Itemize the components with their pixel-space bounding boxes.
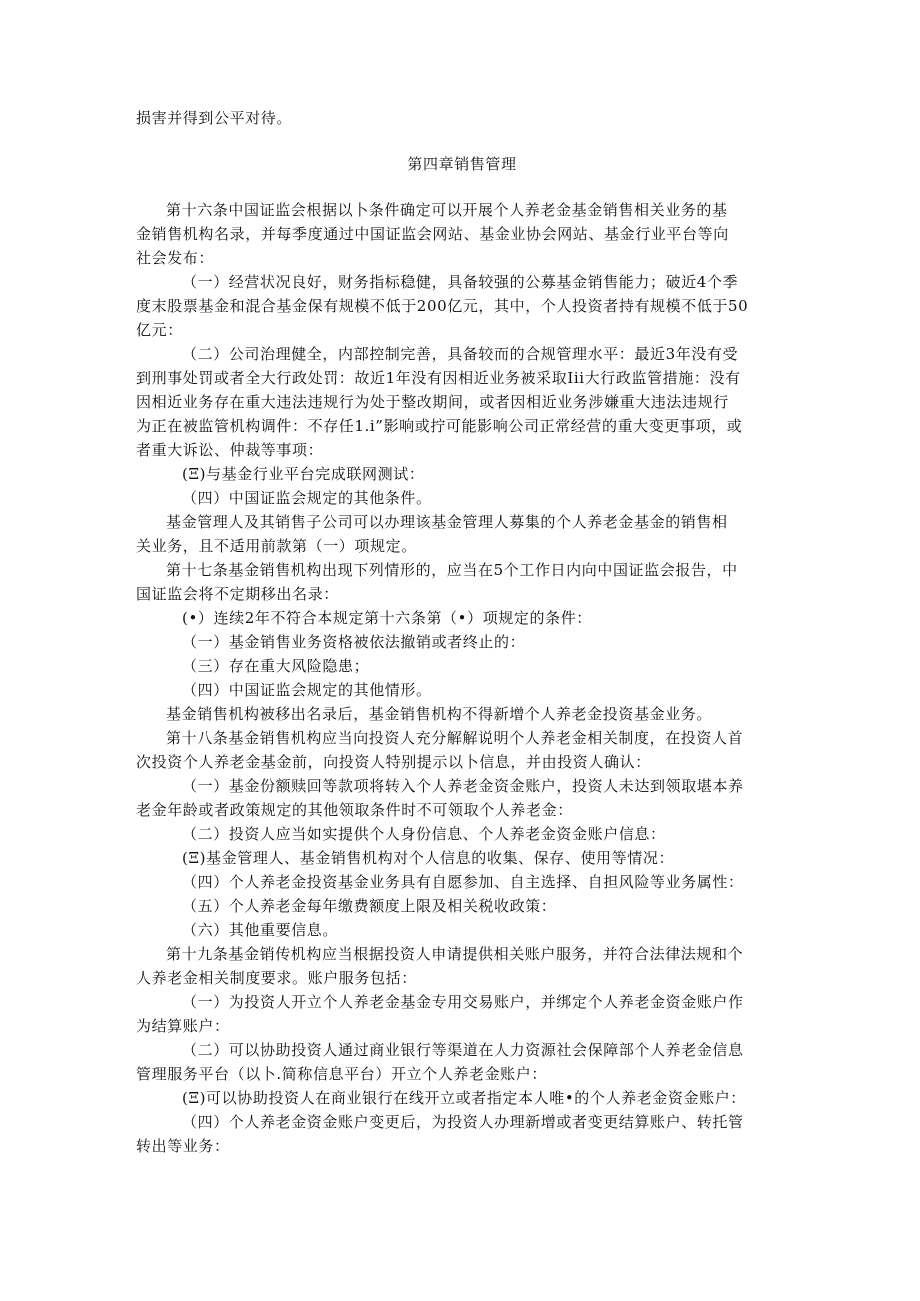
text-line: 损害并得到公平对待。 <box>136 109 293 127</box>
text-line: (Ξ)与基金行业平台完成联网测试： <box>182 465 425 483</box>
text-line: 老金年龄或者政策规定的其他领取条件时不可领取个人养老金： <box>136 801 573 819</box>
text-line: （二）投资人应当如实提供个人身份信息、个人养老金资金账户信息： <box>182 825 666 843</box>
text-line: 为结算账户： <box>136 1017 230 1035</box>
text-line: （二）可以协助投资人通过商业银行等渠道在人力资源社会保障部个人养老金信息 <box>182 1041 744 1059</box>
text-line: 管理服务平台（以卜.简称信息平台）开立个人养老金账户： <box>136 1065 547 1083</box>
text-line: 基金销售机构被移出名录后，基金销售机构不得新增个人养老金投资基金业务。 <box>166 705 713 723</box>
text-line: (Ξ)基金管理人、基金销售机构对个人信息的收集、保存、使用等情况： <box>182 849 675 867</box>
document-page <box>136 106 792 1158</box>
text-line: 人养老金相关制度要求。账户服务包括： <box>136 969 417 987</box>
text-line: （六）其他重要信息。 <box>182 921 339 939</box>
text-line: （四）个人养老金资金账户变更后，为投资人办理新增或者变更结算账户、转托管 <box>182 1113 744 1131</box>
text-line: （二）公司治理健全，内部控制完善，具备较而的合规管理水平：最近3年没有受 <box>182 345 739 363</box>
chapter-heading: 第四章销售管理 <box>407 155 517 173</box>
text-line: （一）为投资人开立个人养老金基金专用交易账户，并绑定个人养老金资金账户作 <box>182 993 744 1011</box>
text-line: 国证监会将不定期移出名录： <box>136 585 339 603</box>
text-line: （四）中国证监会规定的其他条件。 <box>182 489 432 507</box>
text-line: 金销售机构名录，并每季度通过中国证监会网站、基金业协会网站、基金行业平台等向 <box>136 225 729 243</box>
text-line: 基金管理人及其销售子公司可以办理该基金管理人募集的个人养老金基金的销售相 <box>166 513 728 531</box>
text-line: 次投资个人养老金基金前，向投资人特别提示以卜信息，并由投资人确认： <box>136 753 651 771</box>
text-line: 亿元： <box>136 321 183 339</box>
text-line: 者重大诉讼、仲裁等事项： <box>136 441 324 459</box>
text-line: （一）基金销售业务资格被依法撤销或者终止的： <box>182 633 526 651</box>
text-line: 转出等业务： <box>136 1137 230 1155</box>
text-line: (•）连续2年不符合本规定第十六条第（•）项规定的条件： <box>182 609 592 627</box>
text-line: 社会发布： <box>136 249 215 267</box>
text-line: （一）经营状况良好，财务指标稳健，具备较强的公募基金销售能力；破近4个季 <box>182 273 739 291</box>
text-line: （四）中国证监会规定的其他情形。 <box>182 681 432 699</box>
text-line: （五）个人养老金每年缴费额度上限及相关税收政策： <box>182 897 557 915</box>
text-line: （三）存在重大风险隐患； <box>182 657 370 675</box>
text-line: （四）个人养老金投资基金业务具有自愿参加、自主选择、自担风险等业务属性： <box>182 873 744 891</box>
text-line: 关业务，且不适用前款第（一）项规定。 <box>136 537 417 555</box>
text-line: (Ξ)可以协助投资人在商业银行在线开立或者指定本人唯•的个人养老金资金账户： <box>182 1089 746 1107</box>
text-line: 第十八条基金销售机构应当向投资人充分解解说明个人养老金相关制度，在投资人首 <box>166 729 744 747</box>
text-line: 因相近业务存在重大违法违规行为处于整改期间，或者因相近业务涉嫌重大违法违规行 <box>136 393 729 411</box>
text-line: 为正在被监管机构调件：不存任1.i”影响或拧可能影响公司正常经营的重大变更事项，或 <box>136 417 743 435</box>
text-line: 第十九条基金销传机构应当根据投资人申请提供相关账户服务，并符合法律法规和个 <box>166 945 744 963</box>
text-line: 到刑事处罚或者全大行政处罚：故近1年没有因相近业务被采取Iii大行政监管措施：没有 <box>136 369 741 387</box>
text-line: （一）基金份额赎回等款项将转入个人养老金资金账户，投资人未达到领取堪本养 <box>182 777 744 795</box>
text-line: 度末股票基金和混合基金保有规模不低于200亿元，其中，个人投资者持有规模不低于50 <box>136 297 749 315</box>
text-line: 第十七条基金销售机构出现下列情形的，应当在5个工作日内向中国证监会报告，中 <box>166 561 738 579</box>
text-line: 第十六条中国证监会根据以卜条件确定可以开展个人养老金基金销售相关业务的基 <box>166 201 728 219</box>
